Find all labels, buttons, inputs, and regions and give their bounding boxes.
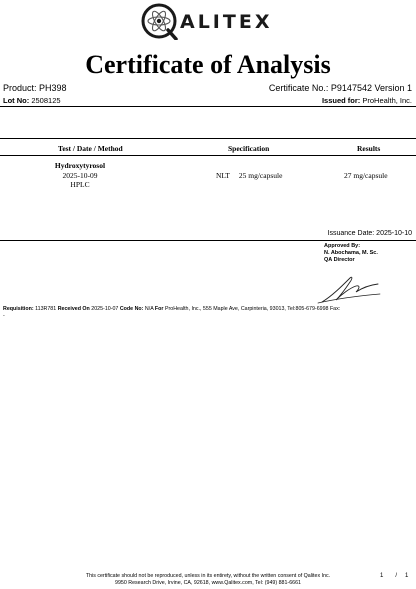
issued-label: Issued for: bbox=[321, 96, 361, 105]
brand-name: ALITEX bbox=[180, 11, 273, 33]
brand-logo bbox=[140, 2, 276, 42]
requisition-trailing: - bbox=[3, 313, 5, 319]
lot-number-field bbox=[3, 96, 61, 105]
footer bbox=[0, 573, 416, 587]
for-label: For bbox=[154, 306, 164, 312]
received-value: 2025-10-07 bbox=[91, 306, 119, 312]
divider-top bbox=[0, 106, 416, 107]
product-label: Product: bbox=[3, 83, 37, 93]
table-row-result: 27 mg/capsule bbox=[344, 171, 388, 180]
certificate-number-field bbox=[269, 83, 412, 93]
signature-icon bbox=[316, 272, 384, 306]
product-field bbox=[3, 83, 67, 93]
certificate-value: P9147542 Version 1 bbox=[330, 83, 412, 93]
page-current: 1 bbox=[380, 573, 384, 579]
issuance-date: Issuance Date: 2025-10-10 bbox=[327, 230, 412, 237]
test-name: Hydroxytyrosol bbox=[54, 161, 106, 170]
divider-header-bottom bbox=[0, 155, 416, 156]
column-header-specification: Specification bbox=[228, 144, 270, 153]
approval-block bbox=[324, 243, 378, 264]
certificate-label: Certificate No.: bbox=[268, 83, 329, 93]
lot-value: 2508125 bbox=[31, 96, 61, 105]
approver-name: N. Abochama, M. Sc. bbox=[324, 250, 378, 256]
issued-for-field bbox=[322, 96, 412, 105]
table-row-specification bbox=[216, 171, 282, 180]
test-date: 2025-10-09 bbox=[62, 170, 98, 180]
issued-value: ProHealth, Inc. bbox=[362, 96, 412, 105]
approver-role: QA Director bbox=[324, 257, 355, 263]
spec-prefix: NLT bbox=[216, 171, 230, 180]
page-title: Certificate of Analysis bbox=[85, 50, 331, 79]
page-number: 1 / 1 bbox=[380, 573, 409, 579]
test-method: HPLC bbox=[70, 180, 90, 189]
divider-issuance bbox=[0, 240, 416, 241]
for-value: ProHealth, Inc., 555 Maple Ave, Carpinteria, 93013, Tel:805-679-6998 Fax: bbox=[164, 306, 341, 312]
spec-value: 25 mg/capsule bbox=[238, 171, 283, 180]
received-label: Received On bbox=[57, 306, 90, 312]
product-value: PH398 bbox=[39, 83, 67, 93]
footer-disclaimer: This certificate should not be reproduced, unless in its entirety, without the written consent of Qalitex Inc. bbox=[85, 573, 331, 579]
requisition-value: 113R781 bbox=[35, 306, 57, 312]
lot-label: Lot No: bbox=[3, 96, 30, 105]
page-total: 1 bbox=[405, 573, 409, 579]
code-label: Code No: bbox=[119, 306, 144, 312]
requisition-line bbox=[3, 306, 413, 320]
approval-label: Approved By: bbox=[324, 243, 361, 249]
column-header-test: Test / Date / Method bbox=[58, 144, 123, 153]
footer-address: 9950 Research Drive, Irvine, CA, 92618, www.Qalitex.com, Tel: (949) 881-6661 bbox=[115, 580, 301, 586]
divider-table-top bbox=[0, 138, 416, 139]
column-header-results: Results bbox=[357, 144, 381, 153]
atom-q-logo-icon bbox=[140, 2, 178, 40]
requisition-label: Requisition: bbox=[3, 306, 34, 312]
code-value: N/A bbox=[144, 306, 154, 312]
table-row-test bbox=[40, 161, 120, 190]
